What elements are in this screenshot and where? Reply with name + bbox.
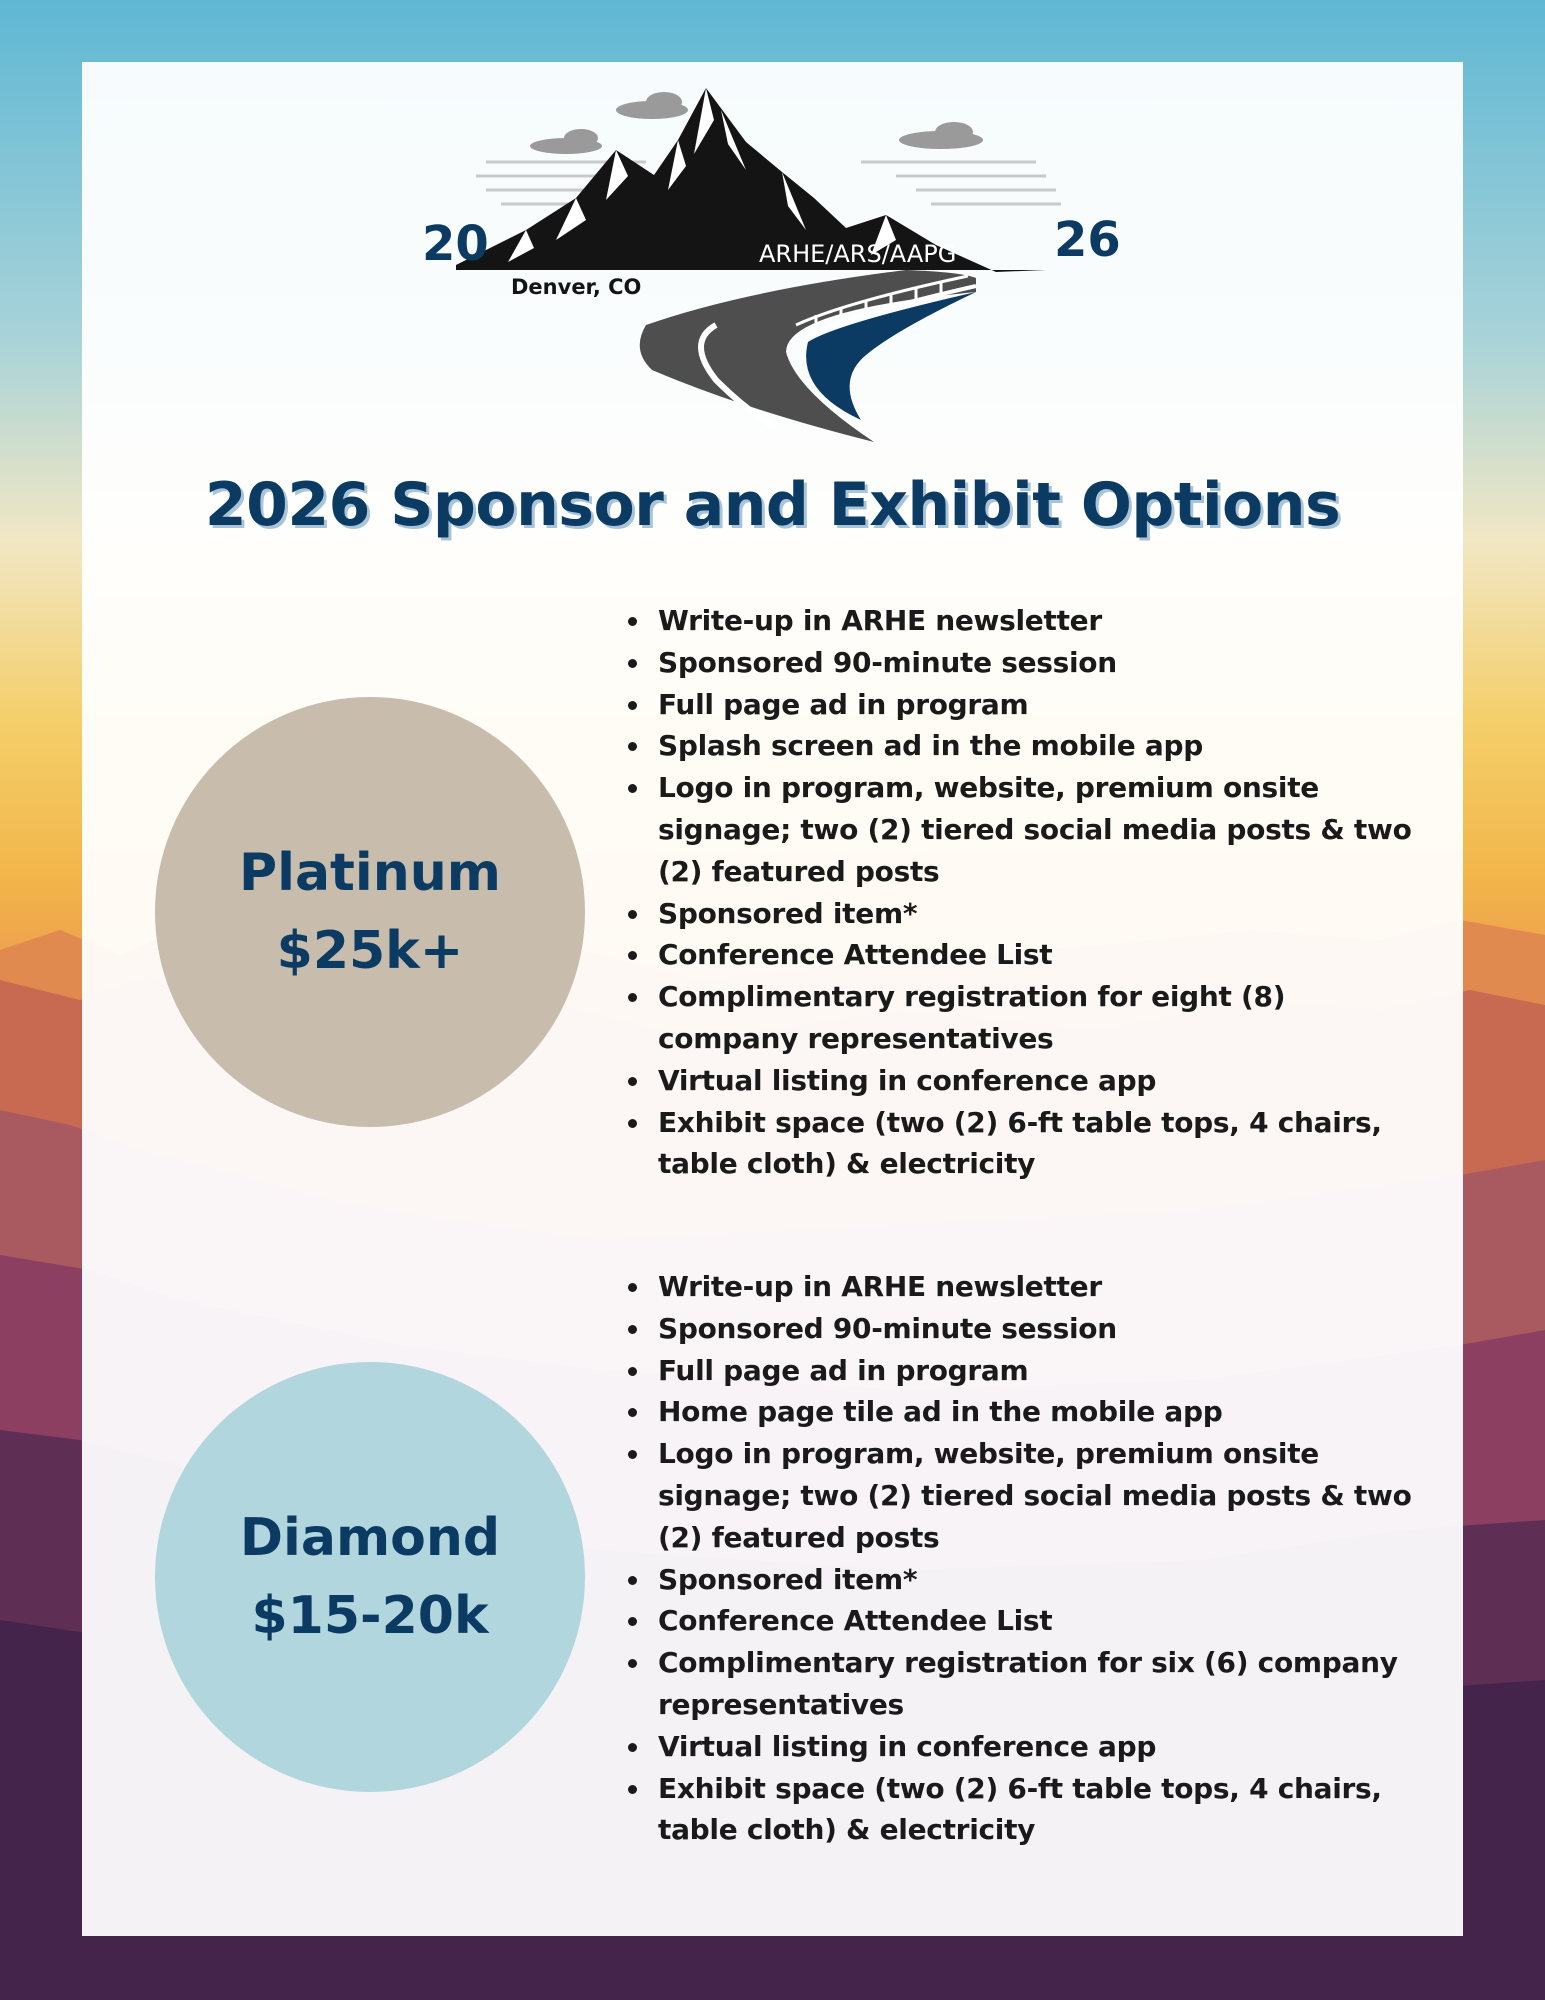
road-icon	[640, 270, 976, 442]
logo-orgs: ARHE/ARS/AAPG	[759, 240, 957, 268]
list-item: • Sponsored item*	[652, 1559, 1432, 1601]
list-item: • Conference Attendee List	[652, 1600, 1432, 1642]
list-item: • Sponsored item*	[652, 893, 1432, 935]
list-item: • Sponsored 90-minute session	[652, 1308, 1432, 1350]
list-item: • Full page ad in program	[652, 1350, 1432, 1392]
logo-location: Denver, CO	[511, 275, 642, 299]
list-item: • Full page ad in program	[652, 684, 1432, 726]
list-item: • Logo in program, website, premium onsite signage; two (2) tiered social media posts & two (2) featured posts	[652, 767, 1432, 892]
list-item: • Conference Attendee List	[652, 934, 1432, 976]
mountain-icon	[456, 88, 1046, 272]
conference-logo	[416, 80, 1136, 450]
tier-price: $25k+	[276, 921, 464, 981]
benefit-list-diamond	[622, 1266, 1432, 1851]
list-item: • Splash screen ad in the mobile app	[652, 725, 1432, 767]
list-item: • Write-up in ARHE newsletter	[652, 1266, 1432, 1308]
list-item: • Write-up in ARHE newsletter	[652, 600, 1432, 642]
list-item: • Sponsored 90-minute session	[652, 642, 1432, 684]
tier-badge-diamond	[155, 1362, 585, 1792]
tier-name: Diamond	[239, 1508, 501, 1568]
list-item: • Virtual listing in conference app	[652, 1060, 1432, 1102]
list-item: • Exhibit space (two (2) 6-ft table tops, 4 chairs, table cloth) & electricity	[652, 1102, 1432, 1186]
tier-badge-platinum	[155, 697, 585, 1127]
tier-name: Platinum	[239, 843, 501, 903]
page-title: 2026 Sponsor and Exhibit Options	[204, 470, 1341, 540]
cloud-icon	[530, 92, 983, 154]
tier-price: $15-20k	[251, 1586, 489, 1646]
logo-year-right: 26	[1054, 212, 1121, 268]
logo-year-left: 20	[422, 216, 489, 272]
list-item: • Logo in program, website, premium onsite signage; two (2) tiered social media posts & two (2) featured posts	[652, 1433, 1432, 1558]
benefit-list-platinum	[622, 600, 1432, 1185]
list-item: • Virtual listing in conference app	[652, 1726, 1432, 1768]
list-item: • Complimentary registration for eight (8) company representatives	[652, 976, 1432, 1060]
list-item: • Complimentary registration for six (6) company representatives	[652, 1642, 1432, 1726]
list-item: • Exhibit space (two (2) 6-ft table tops, 4 chairs, table cloth) & electricity	[652, 1768, 1432, 1852]
list-item: • Home page tile ad in the mobile app	[652, 1391, 1432, 1433]
